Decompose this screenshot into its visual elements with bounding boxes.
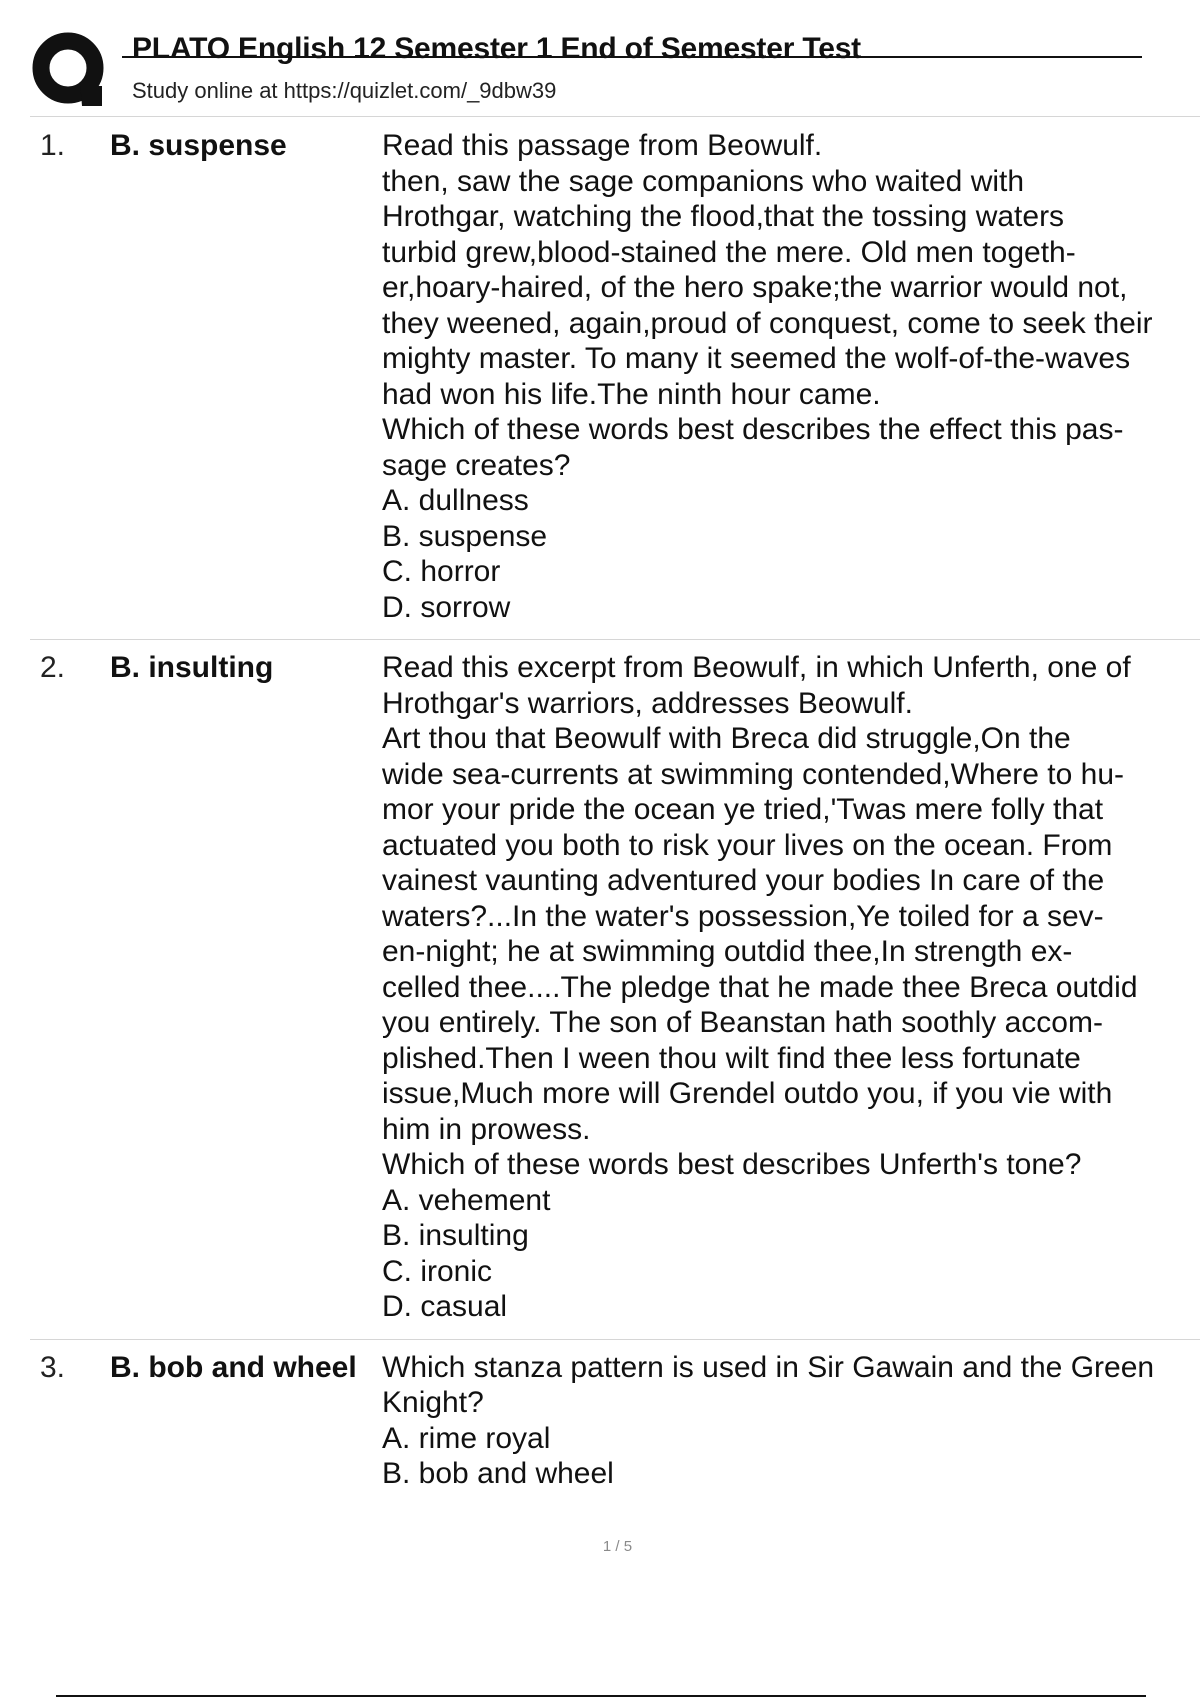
definition-line: Knight? [382,1386,484,1419]
card-definition [382,128,1200,625]
definition-line: B. suspense [382,519,548,553]
card-term: B. bob and wheel [110,1350,357,1384]
definition-line: Which of these words best describes Unferth's tone? [382,1148,1082,1181]
definition-line: en-night; he at swimming outdid thee,In strength ex- [382,935,1073,968]
definition-line: vainest vaunting adventured your bodies In care of the [382,864,1105,897]
flashcard-row [30,1340,1200,1506]
definition-line: waters?...In the water's possession,Ye toiled for a sev- [382,899,1104,933]
card-term: B. insulting [110,651,274,684]
definition-line: mighty master. To many it seemed the wolf-of-the-waves [382,342,1131,375]
quizlet-q-logo-icon [30,30,112,112]
header-divider [30,116,1200,117]
definition-line: mor your pride the ocean ye tried,'Twas mere folly that [382,793,1104,826]
definition-line: D. casual [382,1290,508,1323]
study-online-link[interactable]: Study online at https://quizlet.com/_9dbw39 [132,78,557,103]
definition-line: Read this passage from Beowulf. [382,129,823,162]
definition-line: C. horror [382,555,501,588]
definition-line: celled thee....The pledge that he made thee Breca outdid [382,970,1138,1004]
definition-line: C. ironic [382,1254,493,1288]
definition-line: him in prowess. [382,1112,591,1146]
definition-line: then, saw the sage companions who waited with [382,164,1025,198]
definition-line: they weened, again,proud of conquest, come to seek their [382,306,1153,340]
document-title: PLATO English 12 Semester 1 End of Semester Test [132,32,861,65]
document-header [0,0,1200,118]
card-term: B. suspense [110,129,287,162]
title-strike-line [122,56,1142,58]
definition-line: er,hoary-haired, of the hero spake;the warrior would not, [382,271,1128,304]
definition-line: Which stanza pattern is used in Sir Gawain and the Green [382,1350,1155,1384]
definition-line: D. sorrow [382,590,511,624]
flashcard-row [30,118,1200,640]
card-number: 2. [40,651,66,684]
page-number: 1 / 5 [602,1538,633,1555]
flashcard-row [30,640,1200,1340]
card-number: 1. [40,129,66,162]
card-number: 3. [40,1350,66,1384]
definition-line: wide sea-currents at swimming contended,Where to hu- [382,757,1125,791]
definition-line: plished.Then I ween thou wilt find thee less fortunate [382,1041,1081,1075]
footer-divider [56,1695,1146,1697]
definition-line: Read this excerpt from Beowulf, in which Unferth, one of [382,651,1131,684]
definition-line: Hrothgar's warriors, addresses Beowulf. [382,686,913,720]
definition-line: sage creates? [382,448,571,482]
definition-line: Art thou that Beowulf with Breca did struggle,On the [382,722,1071,755]
definition-line: issue,Much more will Grendel outdo you, if you vie with [382,1077,1113,1110]
card-definition [382,650,1200,1325]
definition-line: Hrothgar, watching the flood,that the tossing waters [382,200,1065,233]
definition-line: B. bob and wheel [382,1457,614,1490]
definition-line: actuated you both to risk your lives on the ocean. From [382,828,1113,862]
definition-line: A. rime royal [382,1421,551,1455]
definition-line: A. vehement [382,1183,551,1217]
flashcard-list [0,118,1200,1506]
card-definition [382,1350,1200,1492]
definition-line: turbid grew,blood-stained the mere. Old men togeth- [382,235,1076,269]
definition-line: you entirely. The son of Beanstan hath soothly accom- [382,1006,1103,1039]
definition-line: had won his life.The ninth hour came. [382,377,881,411]
definition-line: A. dullness [382,484,529,517]
definition-line: Which of these words best describes the effect this pas- [382,413,1124,446]
definition-line: B. insulting [382,1219,529,1252]
